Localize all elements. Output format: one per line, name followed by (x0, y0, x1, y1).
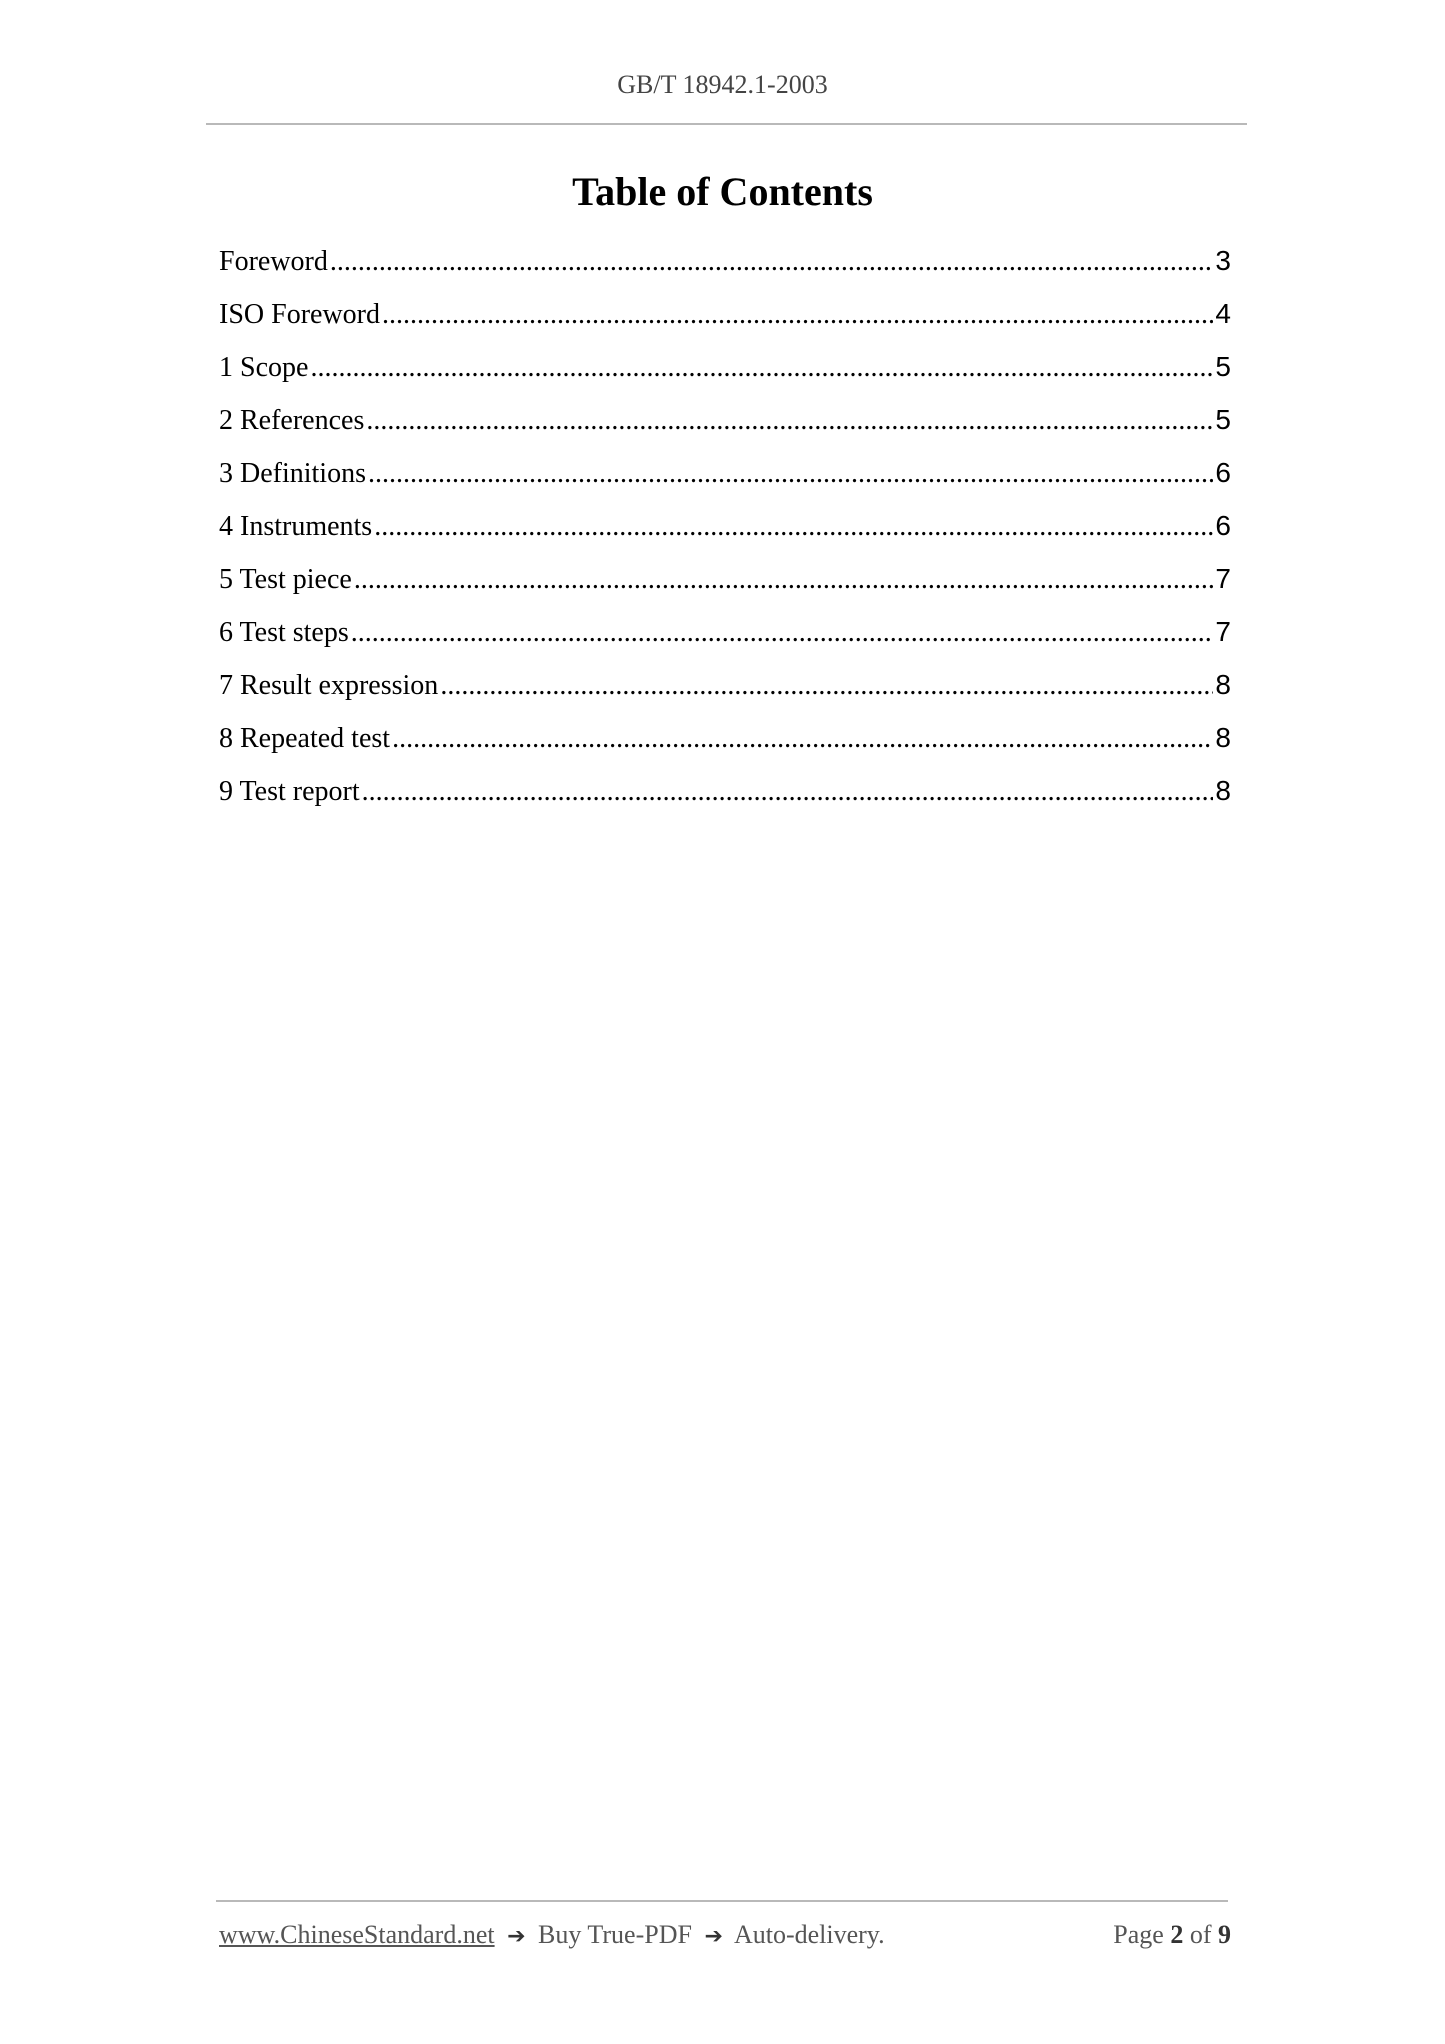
toc-entry-label: 7 Result expression (219, 670, 439, 701)
current-page-number: 2 (1170, 1920, 1184, 1949)
toc-entry-repeated-test[interactable] (219, 722, 1231, 775)
toc-entry-label: 6 Test steps (219, 617, 349, 648)
toc-entry-label: 5 Test piece (219, 564, 352, 595)
toc-entry-test-report[interactable] (219, 775, 1231, 828)
toc-entry-result-expression[interactable] (219, 669, 1231, 722)
running-header: GB/T 18942.1-2003 (617, 70, 828, 99)
website-link[interactable]: www.ChineseStandard.net (219, 1920, 495, 1949)
toc-entry-page-number: 6 (1215, 457, 1231, 488)
toc-entry-label: 4 Instruments (219, 511, 373, 542)
toc-entry-definitions[interactable] (219, 457, 1231, 510)
toc-entry-label: 1 Scope (219, 352, 309, 383)
page-title: Table of Contents (572, 169, 873, 214)
toc-entry-references[interactable] (219, 404, 1231, 457)
page-number-indicator (1113, 1920, 1231, 1950)
of-label: of (1189, 1920, 1212, 1949)
footer-divider (216, 1900, 1228, 1902)
dot-leader (351, 617, 1214, 649)
toc-entry-page-number: 5 (1215, 404, 1231, 435)
toc-entry-label: 3 Definitions (219, 458, 366, 489)
toc-entry-test-piece[interactable] (219, 563, 1231, 616)
dot-leader (354, 564, 1214, 596)
dot-leader (382, 299, 1213, 331)
dot-leader (366, 405, 1213, 437)
right-arrow-icon: ➔ (704, 1924, 723, 1949)
toc-entry-page-number: 4 (1215, 298, 1231, 329)
dot-leader (392, 723, 1213, 755)
buy-true-pdf-text: Buy True-PDF (538, 1920, 692, 1949)
header-divider (206, 123, 1247, 125)
footer-promo (219, 1920, 885, 1950)
toc-entry-scope[interactable] (219, 351, 1231, 404)
table-of-contents (219, 245, 1231, 828)
toc-entry-test-steps[interactable] (219, 616, 1231, 669)
toc-entry-page-number: 3 (1215, 245, 1231, 276)
dot-leader (368, 458, 1213, 490)
dot-leader (310, 352, 1213, 384)
dot-leader (374, 511, 1213, 543)
page-label: Page (1113, 1920, 1164, 1949)
dot-leader (330, 246, 1214, 278)
toc-entry-iso-foreword[interactable] (219, 298, 1231, 351)
toc-entry-label: ISO Foreword (219, 299, 380, 330)
dot-leader (362, 776, 1214, 808)
right-arrow-icon: ➔ (507, 1924, 526, 1949)
toc-entry-instruments[interactable] (219, 510, 1231, 563)
toc-entry-label: 8 Repeated test (219, 723, 391, 754)
toc-entry-page-number: 8 (1215, 775, 1231, 806)
toc-entry-page-number: 7 (1215, 616, 1231, 647)
total-pages-number: 9 (1218, 1920, 1231, 1949)
toc-entry-page-number: 8 (1215, 669, 1231, 700)
toc-entry-label: 2 References (219, 405, 365, 436)
toc-entry-label: Foreword (219, 246, 328, 277)
toc-entry-page-number: 7 (1215, 563, 1231, 594)
toc-entry-foreword[interactable] (219, 245, 1231, 298)
toc-entry-page-number: 6 (1215, 510, 1231, 541)
toc-entry-label: 9 Test report (219, 776, 360, 807)
toc-entry-page-number: 8 (1215, 722, 1231, 753)
toc-entry-page-number: 5 (1215, 351, 1231, 382)
dot-leader (440, 670, 1213, 702)
auto-delivery-text: Auto-delivery. (733, 1920, 885, 1949)
